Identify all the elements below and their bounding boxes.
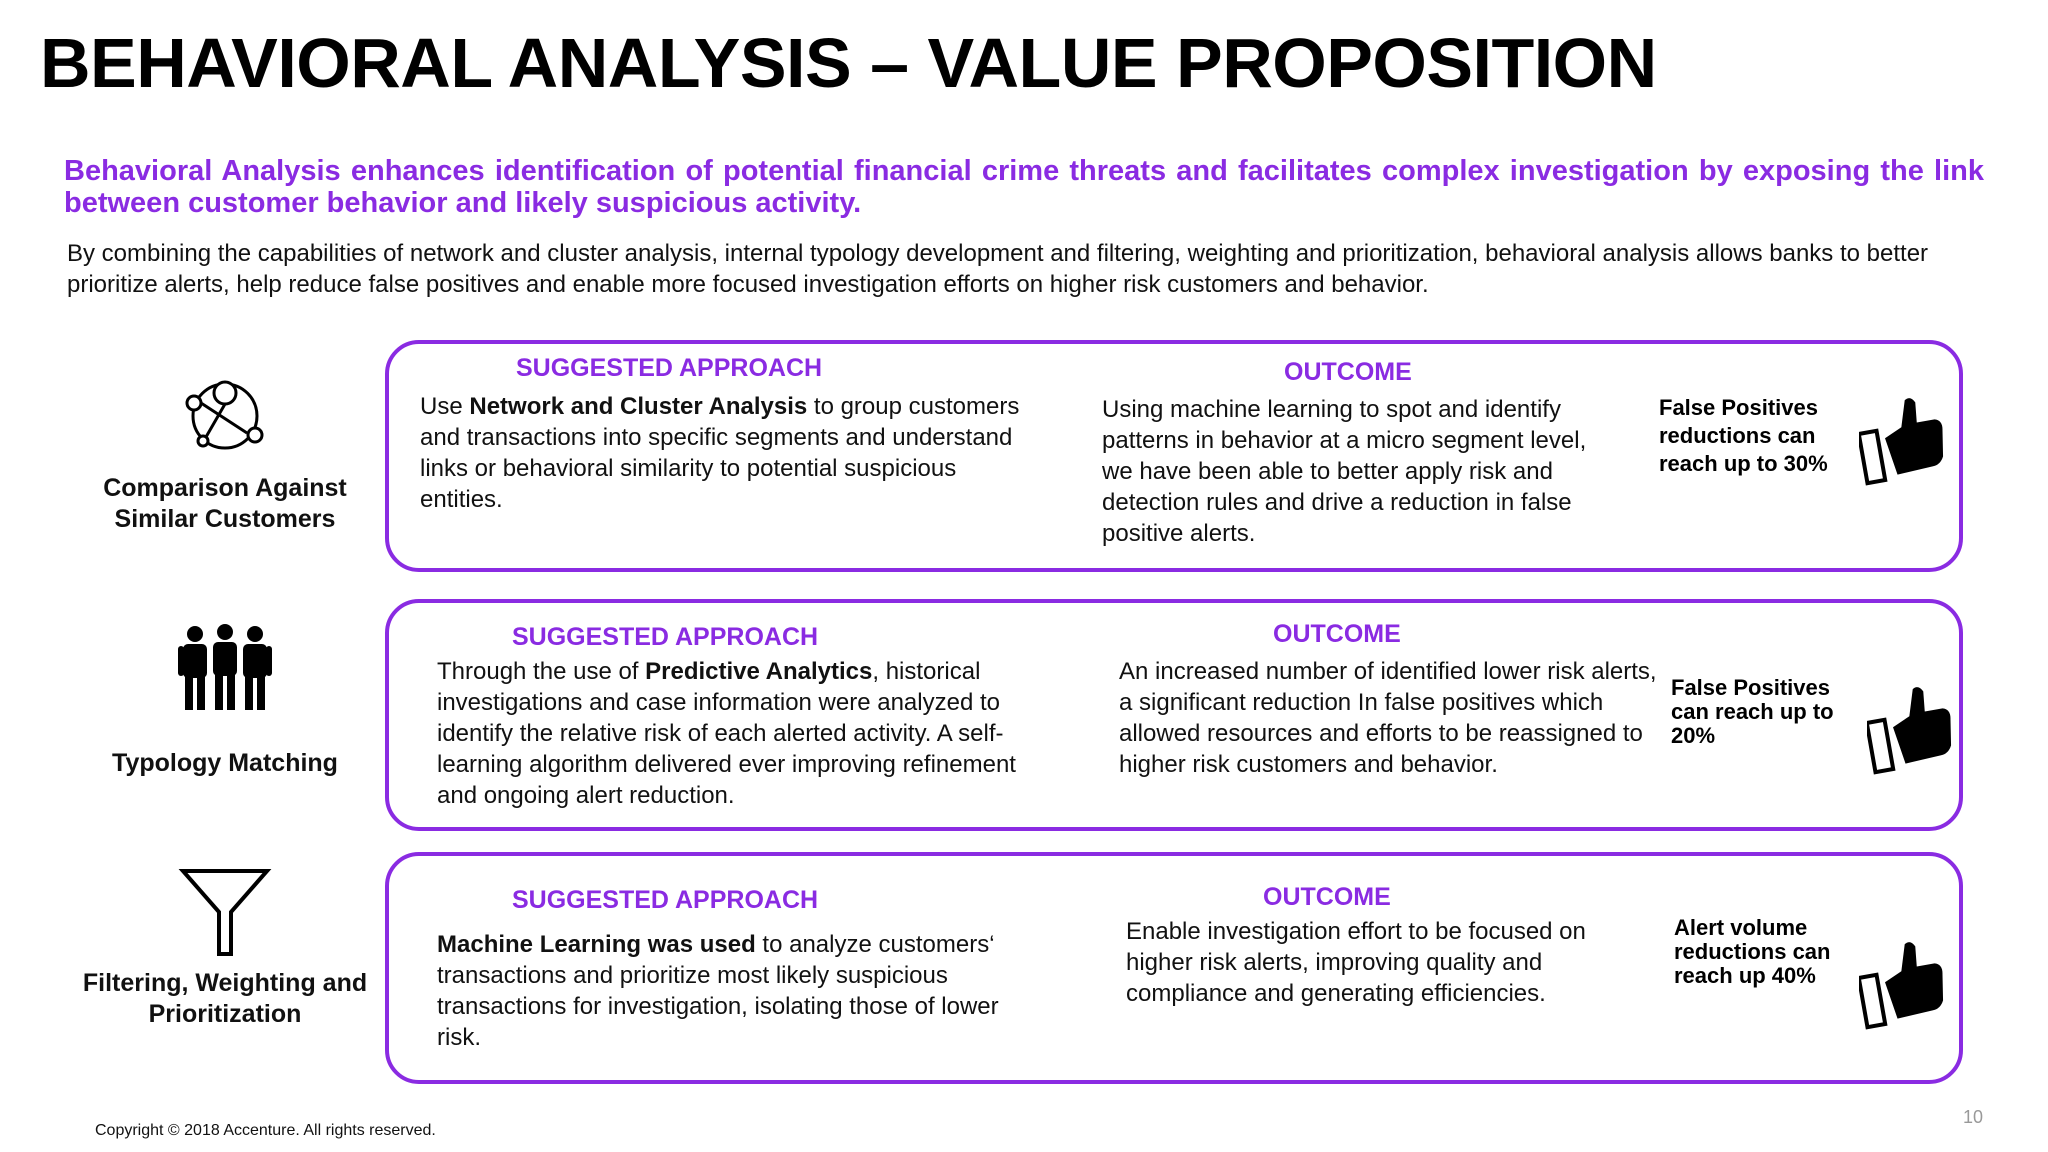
network-icon [175,375,275,457]
row-box-filtering [385,852,1963,1084]
thumbs-up-icon [1859,396,1945,486]
thumbs-up-icon [1867,685,1953,775]
subtitle: Behavioral Analysis enhances identification of potential financial crime threats and facilitates complex investigation by exposing the link between customer behavior and likely suspicious activity. [64,155,1984,219]
approach-text: Through the use of Predictive Analytics, historical investigations and case information were analyzed to identify the relative risk of each alerted activity. A self-learning algorithm delivered ever improving refinement and ongoing alert reduction. [437,658,1016,809]
filter-funnel-icon [175,868,275,958]
intro-paragraph: By combining the capabilities of network and cluster analysis, internal typology development and filtering, weighting and prioritization, behavioral analysis allows banks to better prioritize alerts, help reduce false positives and enable more focused investigation efforts on higher risk customers and behavior. [67,240,1929,298]
approach-text: Use Network and Cluster Analysis to group customers and transactions into specific segments and understand links or behavioral similarity to potential suspicious entities. [420,393,1020,513]
row-label-typology [80,622,370,779]
row-label-text: Filtering, Weighting and Prioritization [82,969,368,1028]
outcome-header: OUTCOME [1273,620,1401,648]
row-label-text: Typology Matching [112,749,338,777]
row-label-text: Comparison Against Similar Customers [103,474,347,533]
outcome-text: An increased number of identified lower risk alerts, a significant reduction In false positives which allowed resources and efforts to be reassigned to higher risk customers and behavior. [1119,658,1657,778]
approach-text: Machine Learning was used to analyze customers‘ transactions and prioritize most likely suspicious transactions for investigation, isolating those of lower risk. [437,931,999,1051]
approach-header: SUGGESTED APPROACH [516,354,823,382]
thumbs-up-icon [1859,940,1945,1030]
outcome-header: OUTCOME [1284,358,1412,386]
outcome-header: OUTCOME [1263,883,1391,911]
page-title: BEHAVIORAL ANALYSIS – VALUE PROPOSITION [40,24,1657,102]
row-label-filtering [80,868,370,1030]
row-label-comparison [80,375,370,535]
copyright-footer: Copyright © 2018 Accenture. All rights reserved. [95,1122,436,1139]
page-number: 10 [1963,1107,1984,1127]
people-group-icon [175,622,275,714]
outcome-text: Enable investigation effort to be focused on higher risk alerts, improving quality and compliance and generating efficiencies. [1126,918,1586,1007]
outcome-text: Using machine learning to spot and identify patterns in behavior at a micro segment level, we have been able to better apply risk and detection rules and drive a reduction in false positive alerts. [1102,396,1587,547]
row-box-comparison [385,340,1963,572]
result-text: Alert volume reductions can reach up 40% [1674,915,1831,988]
row-box-typology [385,599,1963,831]
approach-header: SUGGESTED APPROACH [512,886,819,914]
result-text: False Positives can reach up to 20% [1671,675,1834,748]
result-text: False Positives reductions can reach up to 30% [1659,395,1828,476]
approach-header: SUGGESTED APPROACH [512,623,819,651]
